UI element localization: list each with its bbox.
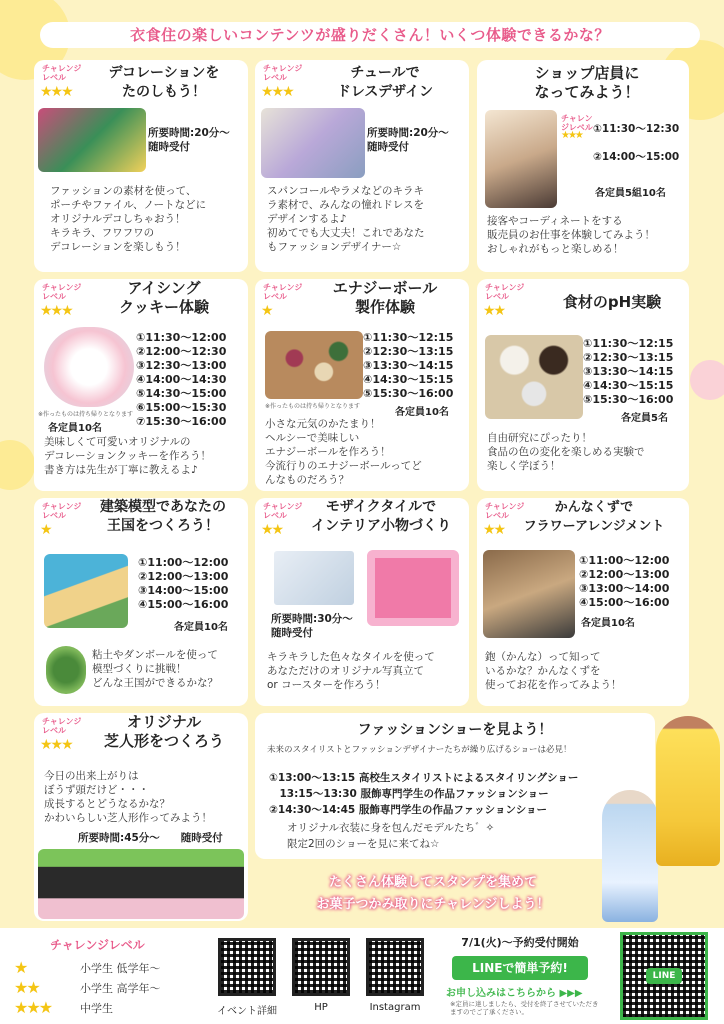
title-line: かんなくずで (554, 500, 634, 515)
card-capacity: 各定員5名 (621, 413, 668, 424)
show-line: オリジナル衣装に身を包んだモデルたち゛✧ (287, 822, 495, 834)
level-stars: ★ (14, 958, 29, 977)
level-stars: ★★★ (40, 737, 72, 753)
title-line: なってみよう！ (534, 83, 640, 101)
level-label: チャレンジレベル (42, 283, 82, 301)
level-label: チャレンジレベル (485, 283, 525, 301)
footer-level-row (14, 978, 214, 996)
shop-photo (485, 110, 557, 208)
title-line: ショップ店員に (534, 64, 640, 82)
footer (0, 928, 724, 1024)
takehome-note: ※作ったものは持ち帰りとなります (265, 403, 361, 410)
title-line: エナジーボール (332, 279, 438, 297)
level-stars: ★★ (261, 522, 283, 538)
card-desc: スパンコールやラメなどのキラキ ラ素材で、みんなの憧れドレスを デザインするよ♪ 初めてでも大丈夫！これであなた もファッションデザイナー☆ (267, 185, 425, 253)
energy-ball-photo (265, 331, 363, 399)
footer-level-title: チャレンジレベル (50, 938, 145, 952)
model-photo (44, 554, 128, 628)
card-icing-cookie (34, 279, 248, 491)
card-time: 所要時間:20分～ 随時受付 (148, 127, 230, 153)
page-header: 衣食住の楽しいコンテンツが盛りだくさん！いくつ体験できるかな？ (40, 22, 700, 48)
level-desc: 小学生 低学年～ (80, 962, 161, 975)
title-line: ドレスデザイン (336, 84, 434, 100)
decor-dot (0, 440, 35, 490)
grass-doll-photo (38, 849, 244, 919)
mosaic-photo-2 (367, 550, 459, 626)
card-title (295, 498, 467, 536)
decoration-photo (38, 108, 146, 172)
card-architecture-model (34, 498, 248, 706)
level-stars: ★★★ (40, 303, 72, 319)
card-title (84, 64, 244, 102)
card-desc: 粘土やダンボールを使って 模型づくりに挑戦！ どんな王国ができるかな？ (92, 649, 218, 689)
qr-label: Instagram (369, 1002, 421, 1013)
card-desc: ファッションの素材を使って、 ポーチやファイル、ノートなどに オリジナルデコしちゃおう！ キラキラ、フワフワの デコレーションを楽しもう！ (50, 185, 207, 253)
level-label: チャレンジレベル (485, 502, 525, 520)
card-desc: 今日の出来上がりは ぼうず頭だけど・・・ 成長するとどうなるかな？ かわいらしい芝人形作ってみよう！ (44, 770, 212, 824)
title-line: デコレーションを (108, 65, 220, 81)
card-time: ①11:30～12:00 ②12:00～12:30 ③12:30～13:00 ④14:00～14:30 ⑤14:30～15:00 ⑥15:00～15:30 ⑦15:30～16:00 (136, 331, 227, 428)
clay-photo (46, 646, 86, 694)
title-line: 建築模型であなたの (100, 499, 226, 515)
stamp-banner (268, 872, 598, 922)
level-desc: 小学生 高学年～ (80, 982, 161, 995)
level-label: チャレンジレベル (42, 717, 82, 735)
show-title: ファッションショーを見よう！ (357, 722, 553, 738)
card-title (537, 293, 687, 312)
card-time: 所要時間:20分～ 随時受付 (367, 127, 449, 153)
cookie-photo (44, 327, 134, 407)
footer-note: ※定員に達しましたら、受付を終了させていただきますのでご了承ください。 (450, 1000, 599, 1016)
card-desc: 鉋（かんな）って知って いるかな？かんなくずを 使ってお花を作ってみよう！ (485, 651, 622, 691)
title-line: モザイクタイルで (325, 499, 437, 515)
event-qr-code[interactable] (218, 938, 276, 996)
stamp-line: たくさん体験してスタンプを集めて (328, 875, 537, 890)
level-stars: ★★ (483, 303, 505, 319)
stamp-line: お菓子つかみ取りにチャレンジしよう！ (316, 897, 550, 912)
show-line: ①13:00～13:15 高校生スタイリストによるスタイリングショー (269, 772, 579, 784)
card-capacity: 各定員10名 (395, 407, 449, 418)
level-stars: ★★ (483, 522, 505, 538)
title-line: 王国をつくろう！ (107, 518, 219, 534)
card-mosaic-tile (255, 498, 469, 706)
title-line: アイシング (127, 279, 201, 297)
card-desc: 自由研究にぴったり！ 食品の色の変化を楽しめる実験で 楽しく学ぼう！ (487, 432, 645, 472)
footer-level-row (14, 998, 214, 1016)
apply-link[interactable]: お申し込みはこちらから ▶▶▶ (446, 988, 583, 999)
title-line: チュールで (350, 65, 420, 81)
card-time: ①11:00～12:00 ②12:00～13:00 ③14:00～15:00 ④15:00～16:00 (138, 556, 229, 611)
title-line: 食材のpH実験 (562, 293, 662, 311)
card-fashion-show (255, 713, 655, 859)
card-capacity: 各定員5組10名 (595, 188, 666, 199)
card-decoration (34, 60, 248, 272)
show-subtitle: 未来のスタイリストとファッションデザイナーたちが繰り広げるショーは必見！ (267, 745, 572, 755)
level-stars: ★ (40, 522, 51, 538)
level-stars: ★★★ (561, 130, 582, 141)
takehome-note: ※作ったものは持ち帰りとなります (38, 411, 134, 418)
card-title (499, 498, 689, 536)
title-line: たのしもう！ (122, 84, 206, 100)
show-line: ②14:30～14:45 服飾専門学生の作品ファッションショー (269, 804, 547, 816)
card-shop-staff (477, 60, 689, 272)
decor-dot (690, 360, 724, 400)
instagram-qr-code[interactable] (366, 938, 424, 996)
model-photo-2 (656, 716, 720, 866)
title-line: 製作体験 (354, 298, 415, 316)
footer-level-row (14, 958, 214, 976)
card-kanna-flower (477, 498, 689, 706)
hp-qr-code[interactable] (292, 938, 350, 996)
dress-photo (261, 108, 365, 178)
card-ph-experiment (477, 279, 689, 491)
card-desc: 接客やコーディネートをする 販売員のお仕事を体験してみよう！ おしゃれがもっと楽しめる！ (487, 215, 655, 255)
card-title (305, 64, 465, 102)
woodwork-photo (483, 550, 575, 638)
card-title (84, 279, 244, 317)
level-label: チャレンジレベル (263, 283, 303, 301)
model-photo-1 (602, 790, 658, 922)
level-stars: ★★★ (261, 84, 293, 100)
card-capacity: 各定員10名 (48, 423, 102, 434)
card-title (497, 64, 677, 102)
card-grass-doll (34, 713, 248, 921)
level-stars: ★ (261, 303, 272, 319)
level-label: チャレンジレベル (263, 502, 303, 520)
ph-photo (485, 335, 583, 419)
line-reserve-button[interactable]: LINEで簡単予約! (452, 956, 588, 980)
card-desc: 美味しくて可愛いオリジナルの デコレーションクッキーを作ろう！ 書き方は先生が丁寧に教えるよ♪ (44, 436, 211, 476)
title-line: 芝人形をつくろう (103, 732, 224, 750)
card-title (80, 498, 246, 536)
card-time: ①11:30～12:15 ②12:30～13:15 ③13:30～14:15 ④14:30～15:15 ⑤15:30～16:00 (363, 331, 454, 400)
qr-label: イベント詳細 (217, 1006, 277, 1017)
card-desc: 小さな元気のかたまり！ ヘルシーで美味しい エナジーボールを作ろう！ 今流行りのエナジーボールってど んなものだろう？ (265, 418, 422, 486)
level-label: チャレンジレベル (263, 64, 303, 82)
show-line: 限定2回のショーを見に来てね☆ (287, 838, 440, 850)
title-line: インテリア小物づくり (311, 518, 451, 534)
card-capacity: 各定員10名 (581, 618, 635, 629)
title-line: クッキー体験 (118, 298, 209, 316)
card-time: ①11:30～12:30 ②14:00～15:00 (593, 123, 680, 163)
line-logo: LINE (646, 968, 682, 984)
title-line: オリジナル (126, 713, 202, 731)
level-stars: ★★★ (40, 84, 72, 100)
card-time: ①11:00～12:00 ②12:00～13:00 ③13:00～14:00 ④15:00～16:00 (579, 554, 670, 609)
card-title (84, 713, 244, 751)
level-stars: ★★★ (14, 998, 52, 1017)
level-stars: ★★ (14, 978, 39, 997)
level-desc: 中学生 (80, 1002, 113, 1015)
card-desc: キラキラした色々なタイルを使って あなただけのオリジナル写真立て or コースターを作ろう！ (267, 651, 435, 691)
mosaic-photo-1 (271, 548, 357, 608)
level-label: チャレンジレベル (42, 502, 82, 520)
level-label: チャレンジレベル (561, 114, 593, 132)
reserve-banner: 7/1(火)～予約受付開始 (461, 936, 579, 949)
card-time: ①11:30～12:15 ②12:30～13:15 ③13:30～14:15 ④14:30～15:15 ⑤15:30～16:00 (583, 337, 674, 406)
card-capacity: 各定員10名 (174, 622, 228, 633)
show-line: 13:15～13:30 服飾専門学生の作品ファッションショー (269, 788, 549, 800)
title-line: フラワーアレンジメント (523, 519, 665, 534)
card-energy-ball (255, 279, 469, 491)
card-time: 所要時間:30分～ 随時受付 (271, 613, 353, 639)
qr-label: HP (314, 1002, 328, 1013)
card-time: 所要時間:45分～ 随時受付 (78, 832, 223, 844)
card-title (305, 279, 465, 317)
level-label: チャレンジレベル (42, 64, 82, 82)
card-tulle-dress (255, 60, 469, 272)
